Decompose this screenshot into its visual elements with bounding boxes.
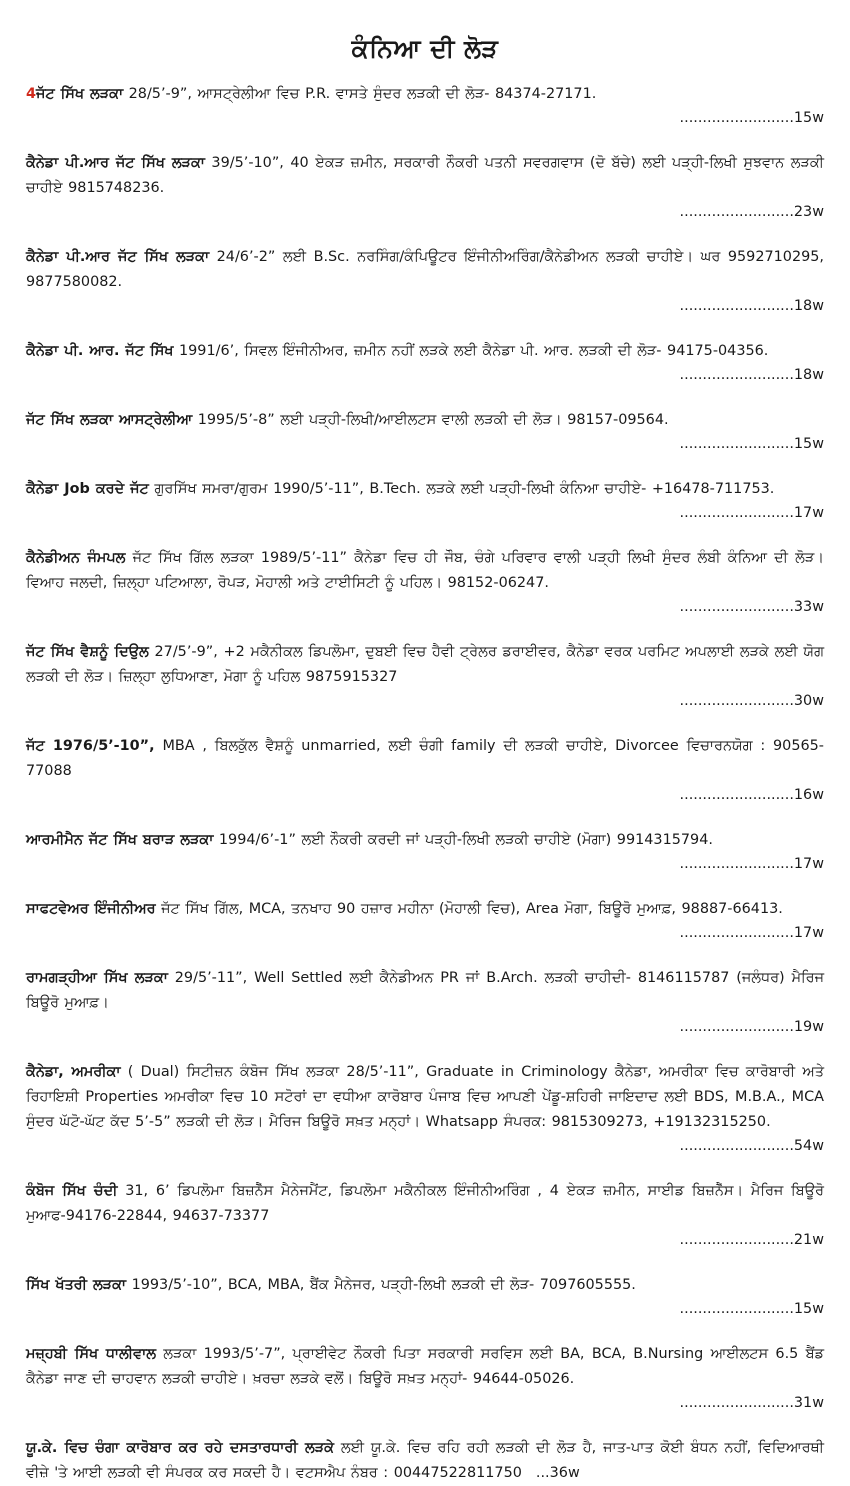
ad-lead (26, 832, 213, 848)
ad-code: ...36w (535, 1465, 580, 1481)
ad-lead-text: ਕੈਨੇਡਾ, ਅਮਰੀਕਾ (26, 1064, 121, 1080)
ad-code: .........................17w (679, 505, 824, 521)
ad-lead (26, 343, 173, 359)
ad-detail: 29/5’-11”, Well Settled ਲਈ ਕੈਨੇਡੀਅਨ PR ਜਾਂ B.Arch. ਲੜਕੀ ਚਾਹੀਦੀ- 8146115787 (ਜਲੰਧਰ) ਮੈਰਿਜ ਬਿਊਰੋ ਮੁਆਫ਼। (26, 970, 824, 1011)
ad-lead-text: ਕੈਨੇਡੀਅਨ ਜੰਮਪਲ (26, 550, 126, 566)
ad-detail: ਜੱਟ ਸਿੱਖ ਗਿੱਲ ਲੜਕਾ 1989/5’-11” ਕੈਨੇਡਾ ਵਿਚ ਹੀ ਜੌਬ, ਚੰਗੇ ਪਰਿਵਾਰ ਵਾਲੀ ਪੜ੍ਹੀ ਲਿਖੀ ਸੁੰਦਰ ਲੰਬੀ ਕੰਨਿਆ ਦੀ ਲੋੜ। ਵਿਆਹ ਜਲਦੀ, ਜ਼ਿਲ੍ਹਾ ਪਟਿਆਲਾ, ਰੋਪੜ, ਮੋਹਾਲੀ ਅਤੇ ਟਾਈਸਿਟੀ ਨੂੰ ਪਹਿਲ। 98152-06247. (26, 550, 824, 591)
ad-lead (26, 1064, 121, 1080)
ad-text (26, 1179, 824, 1229)
ad-lead-text: ਕੈਨੇਡਾ ਪੀ.ਆਰ ਜੱਟ ਸਿੱਖ ਲੜਕਾ (26, 249, 210, 265)
ad-lead-text: ਕੈਨੇਡਾ Job ਕਰਦੇ ਜੱਟ (26, 481, 149, 497)
ad-code: .........................16w (679, 787, 824, 803)
ad-lead (26, 412, 192, 428)
ad-text (26, 1273, 824, 1298)
ad-text (26, 897, 824, 922)
classified-ad (26, 966, 824, 1038)
ad-detail: ( Dual) ਸਿਟੀਜ਼ਨ ਕੰਬੋਜ ਸਿੱਖ ਲੜਕਾ 28/5’-11”, Graduate in Criminology ਕੈਨੇਡਾ, ਅਮਰੀਕਾ ਵਿਚ ਕਾਰੋਬਾਰੀ ਅਤੇ ਰਿਹਾਇਸ਼ੀ Properties ਅਮਰੀਕਾ ਵਿਚ 10 ਸਟੋਰਾਂ ਦਾ ਵਧੀਆ ਕਾਰੋਬਾਰ ਪੰਜਾਬ ਵਿਚ ਆਪਣੀ ਪੇਂਡੂ-ਸ਼ਹਿਰੀ ਜਾਇਦਾਦ ਲਈ BDS, M.B.A., MCA ਸੁੰਦਰ ਘੱਟੋ-ਘੱਟ ਕੱਦ 5’-5” ਲੜਕੀ ਦੀ ਲੋੜ। ਮੈਰਿਜ ਬਿਊਰੋ ਸਖ਼ਤ ਮਨ੍ਹਾਂ। Whatsapp ਸੰਪਰਕ: 9815309273, +19132315250. (26, 1064, 824, 1130)
ad-code: .........................17w (679, 925, 824, 941)
ad-detail: ਲਈ ਯੂ.ਕੇ. ਵਿਚ ਰਹਿ ਰਹੀ ਲੜਕੀ ਦੀ ਲੋੜ ਹੈ, ਜਾਤ-ਪਾਤ ਕੋਈ ਬੰਧਨ ਨਹੀਂ, ਵਿਦਿਆਰਥੀ ਵੀਜ਼ੇ 'ਤੇ ਆਈ ਲੜਕੀ ਵੀ ਸੰਪਰਕ ਕਰ ਸਕਦੀ ਹੈ। ਵਟਸਐਪ ਨੰਬਰ : 00447522811750 (26, 1440, 824, 1481)
ad-lead (26, 1346, 156, 1362)
ad-text (26, 82, 824, 107)
ad-detail: 31, 6’ ਡਿਪਲੋਮਾ ਬਿਜ਼ਨੈੱਸ ਮੈਨੇਜਮੈਂਟ, ਡਿਪਲੋਮਾ ਮਕੈਨੀਕਲ ਇੰਜੀਨੀਅਰਿੰਗ , 4 ਏਕੜ ਜ਼ਮੀਨ, ਸਾਈਡ ਬਿਜ਼ਨੈੱਸ। ਮੈਰਿਜ ਬਿਊਰੋ ਮੁਆਫ-94176-22844, 94637-73377 (26, 1183, 824, 1224)
ad-detail: ਜੱਟ ਸਿੱਖ ਗਿੱਲ, MCA, ਤਨਖਾਹ 90 ਹਜ਼ਾਰ ਮਹੀਨਾ (ਮੋਹਾਲੀ ਵਿਚ), Area ਮੋਗਾ, ਬਿਊਰੋ ਮੁਆਫ਼, 98887-66413. (155, 901, 783, 917)
ad-text (26, 1060, 824, 1135)
ad-text (26, 339, 824, 364)
ad-detail: ਗੁਰਸਿੱਖ ਸਮਰਾ/ਗੁਰਮ 1990/5’-11”, B.Tech. ਲੜਕੇ ਲਈ ਪੜ੍ਹੀ-ਲਿਖੀ ਕੰਨਿਆ ਚਾਹੀਏ- +16478-711753. (148, 481, 775, 497)
classified-ad (26, 1179, 824, 1251)
ad-detail: 28/5’-9”, ਆਸਟ੍ਰੇਲੀਆ ਵਿਚ P.R. ਵਾਸਤੇ ਸੁੰਦਰ ਲੜਕੀ ਦੀ ਲੋੜ- 84374-27171. (123, 86, 597, 102)
ad-code: .........................19w (679, 1019, 824, 1035)
ad-lead-text: ਮਜ਼੍ਹਬੀ ਸਿੱਖ ਧਾਲੀਵਾਲ (26, 1346, 156, 1362)
ad-code: .........................15w (679, 110, 824, 126)
ad-list (26, 82, 824, 1486)
ad-lead (26, 1183, 117, 1199)
ad-lead-text: ਜੱਟ ਸਿੱਖ ਲੜਕਾ (36, 86, 124, 102)
classified-ad (26, 1273, 824, 1320)
ad-lead-text: ਰਾਮਗੜ੍ਹੀਆ ਸਿੱਖ ਲੜਕਾ (26, 970, 168, 986)
ad-text (26, 734, 824, 784)
ad-lead-text: ਸਿੱਖ ਖੱਤਰੀ ਲੜਕਾ (26, 1277, 127, 1293)
ad-lead (26, 738, 155, 754)
ad-lead (26, 550, 125, 566)
ad-text (26, 245, 824, 295)
ad-detail: ਲੜਕਾ 1993/5’-7”, ਪ੍ਰਾਈਵੇਟ ਨੌਕਰੀ ਪਿਤਾ ਸਰਕਾਰੀ ਸਰਵਿਸ ਲਈ BA, BCA, B.Nursing ਆਈਲਟਸ 6.5 ਬੈਂਡ ਕੈਨੇਡਾ ਜਾਣ ਦੀ ਚਾਹਵਾਨ ਲੜਕੀ ਚਾਹੀਏ। ਖ਼ਰਚਾ ਲੜਕੇ ਵਲੋਂ। ਬਿਊਰੋ ਸਖ਼ਤ ਮਨ੍ਹਾਂ- 94644-05026. (26, 1346, 824, 1387)
ad-text (26, 408, 824, 433)
ad-lead-text: ਜੱਟ ਸਿੱਖ ਵੈਸ਼ਨੂੰ ਦਿਉਲ (26, 644, 149, 660)
classified-ad (26, 82, 824, 129)
ad-lead (26, 155, 205, 171)
classified-ad (26, 245, 824, 317)
ad-text (26, 640, 824, 690)
classified-ad (26, 828, 824, 875)
ad-lead-text: ਕੈਨੇਡਾ ਪੀ.ਆਰ ਜੱਟ ਸਿੱਖ ਲੜਕਾ (26, 155, 205, 171)
ad-lead-text: ਸਾਫਟਵੇਅਰ ਇੰਜੀਨੀਅਰ (26, 901, 156, 917)
ad-lead (26, 249, 209, 265)
ad-lead-text: ਕੰਬੋਜ ਸਿੱਖ ਚੰਦੀ (26, 1183, 118, 1199)
ad-lead-text: ਜੱਟ 1976/5’-10”, (26, 738, 155, 754)
ad-code: .........................17w (679, 856, 824, 872)
ad-code: .........................15w (679, 436, 824, 452)
classified-ad (26, 1060, 824, 1157)
ad-text (26, 966, 824, 1016)
ad-detail: 24/6’-2” ਲਈ B.Sc. ਨਰਸਿੰਗ/ਕੰਪਿਊਟਰ ਇੰਜੀਨੀਅਰਿੰਗ/ਕੈਨੇਡੀਅਨ ਲੜਕੀ ਚਾਹੀਏ। ਘਰ 9592710295, 9877580082. (26, 249, 824, 290)
classified-ad (26, 1436, 824, 1486)
ad-code: .........................21w (679, 1232, 824, 1248)
ad-lead-text: ਯੂ.ਕੇ. ਵਿਚ ਚੰਗਾ ਕਾਰੋਬਾਰ ਕਰ ਰਹੇ ਦਸਤਾਰਧਾਰੀ ਲੜਕੇ (26, 1440, 334, 1456)
classified-ad (26, 408, 824, 455)
classified-ad (26, 897, 824, 944)
ad-detail: 39/5’-10”, 40 ਏਕੜ ਜ਼ਮੀਨ, ਸਰਕਾਰੀ ਨੌਕਰੀ ਪਤਨੀ ਸਵਰਗਵਾਸ (ਦੋ ਬੱਚੇ) ਲਈ ਪੜ੍ਹੀ-ਲਿਖੀ ਸੁਝਵਾਨ ਲੜਕੀ ਚਾਹੀਏ 9815748236. (26, 155, 824, 196)
ad-detail: 1995/5’-8” ਲਈ ਪੜ੍ਹੀ-ਲਿਖੀ/ਆਈਲਟਸ ਵਾਲੀ ਲੜਕੀ ਦੀ ਲੋੜ। 98157-09564. (192, 412, 669, 428)
ad-code: .........................23w (679, 204, 824, 220)
ad-lead (26, 901, 156, 917)
ad-text (26, 477, 824, 502)
classified-ad (26, 151, 824, 223)
classified-ad (26, 640, 824, 712)
classified-ad (26, 477, 824, 524)
ad-detail: 1991/6’, ਸਿਵਲ ਇੰਜੀਨੀਅਰ, ਜ਼ਮੀਨ ਨਹੀਂ ਲੜਕੇ ਲਈ ਕੈਨੇਡਾ ਪੀ. ਆਰ. ਲੜਕੀ ਦੀ ਲੋੜ- 94175-04356. (173, 343, 769, 359)
ad-lead-text: ਕੈਨੇਡਾ ਪੀ. ਆਰ. ਜੱਟ ਸਿੱਖ (26, 343, 174, 359)
ad-lead (26, 1440, 334, 1456)
ad-lead-text: ਜੱਟ ਸਿੱਖ ਲੜਕਾ ਆਸਟ੍ਰੇਲੀਆ (26, 412, 193, 428)
ad-detail: 1994/6’-1” ਲਈ ਨੌਕਰੀ ਕਰਦੀ ਜਾਂ ਪੜ੍ਹੀ-ਲਿਖੀ ਲੜਕੀ ਚਾਹੀਏ (ਮੋਗਾ) 9914315794. (213, 832, 713, 848)
ad-lead (26, 86, 123, 102)
ad-code: .........................18w (679, 298, 824, 314)
ad-text (26, 546, 824, 596)
ad-prefix: 4 (26, 86, 37, 102)
ad-text (26, 151, 824, 201)
ad-lead-text: ਆਰਮੀਮੈਨ ਜੱਟ ਸਿੱਖ ਬਰਾੜ ਲੜਕਾ (26, 832, 214, 848)
ad-code: .........................15w (679, 1301, 824, 1317)
ad-code: .........................54w (679, 1138, 824, 1154)
ad-lead (26, 644, 149, 660)
ad-detail: 27/5’-9”, +2 ਮਕੈਨੀਕਲ ਡਿਪਲੋਮਾ, ਦੁਬਈ ਵਿਚ ਹੈਵੀ ਟ੍ਰੇਲਰ ਡਰਾਈਵਰ, ਕੈਨੇਡਾ ਵਰਕ ਪਰਮਿਟ ਅਪਲਾਈ ਲੜਕੇ ਲਈ ਯੋਗ ਲੜਕੀ ਦੀ ਲੋੜ। ਜ਼ਿਲ੍ਹਾ ਲੁਧਿਆਣਾ, ਮੋਗਾ ਨੂੰ ਪਹਿਲ 9875915327 (26, 644, 825, 685)
ad-code: .........................18w (679, 367, 824, 383)
ad-code: .........................33w (679, 599, 824, 615)
ad-lead (26, 970, 168, 986)
ad-lead (26, 1277, 126, 1293)
ad-text (26, 1342, 824, 1392)
ad-code: .........................31w (679, 1395, 824, 1411)
ad-text (26, 1436, 824, 1486)
classified-ad (26, 339, 824, 386)
ad-detail: 1993/5’-10”, BCA, MBA, ਬੈਂਕ ਮੈਨੇਜਰ, ਪੜ੍ਹੀ-ਲਿਖੀ ਲੜਕੀ ਦੀ ਲੋੜ- 7097605555. (126, 1277, 636, 1293)
ad-detail: MBA , ਬਿਲਕੁੱਲ ਵੈਸ਼ਨੂੰ unmarried, ਲਈ ਚੰਗੀ family ਦੀ ਲੜਕੀ ਚਾਹੀਏ, Divorcee ਵਿਚਾਰਨਯੋਗ : 90565-77088 (26, 738, 824, 779)
ad-lead (26, 481, 149, 497)
classified-ad (26, 546, 824, 618)
classified-ad (26, 734, 824, 806)
ad-text (26, 828, 824, 853)
ad-code: .........................30w (679, 693, 824, 709)
classified-ad (26, 1342, 824, 1414)
page-title: ਕੰਨਿਆ ਦੀ ਲੋੜ (351, 34, 499, 63)
